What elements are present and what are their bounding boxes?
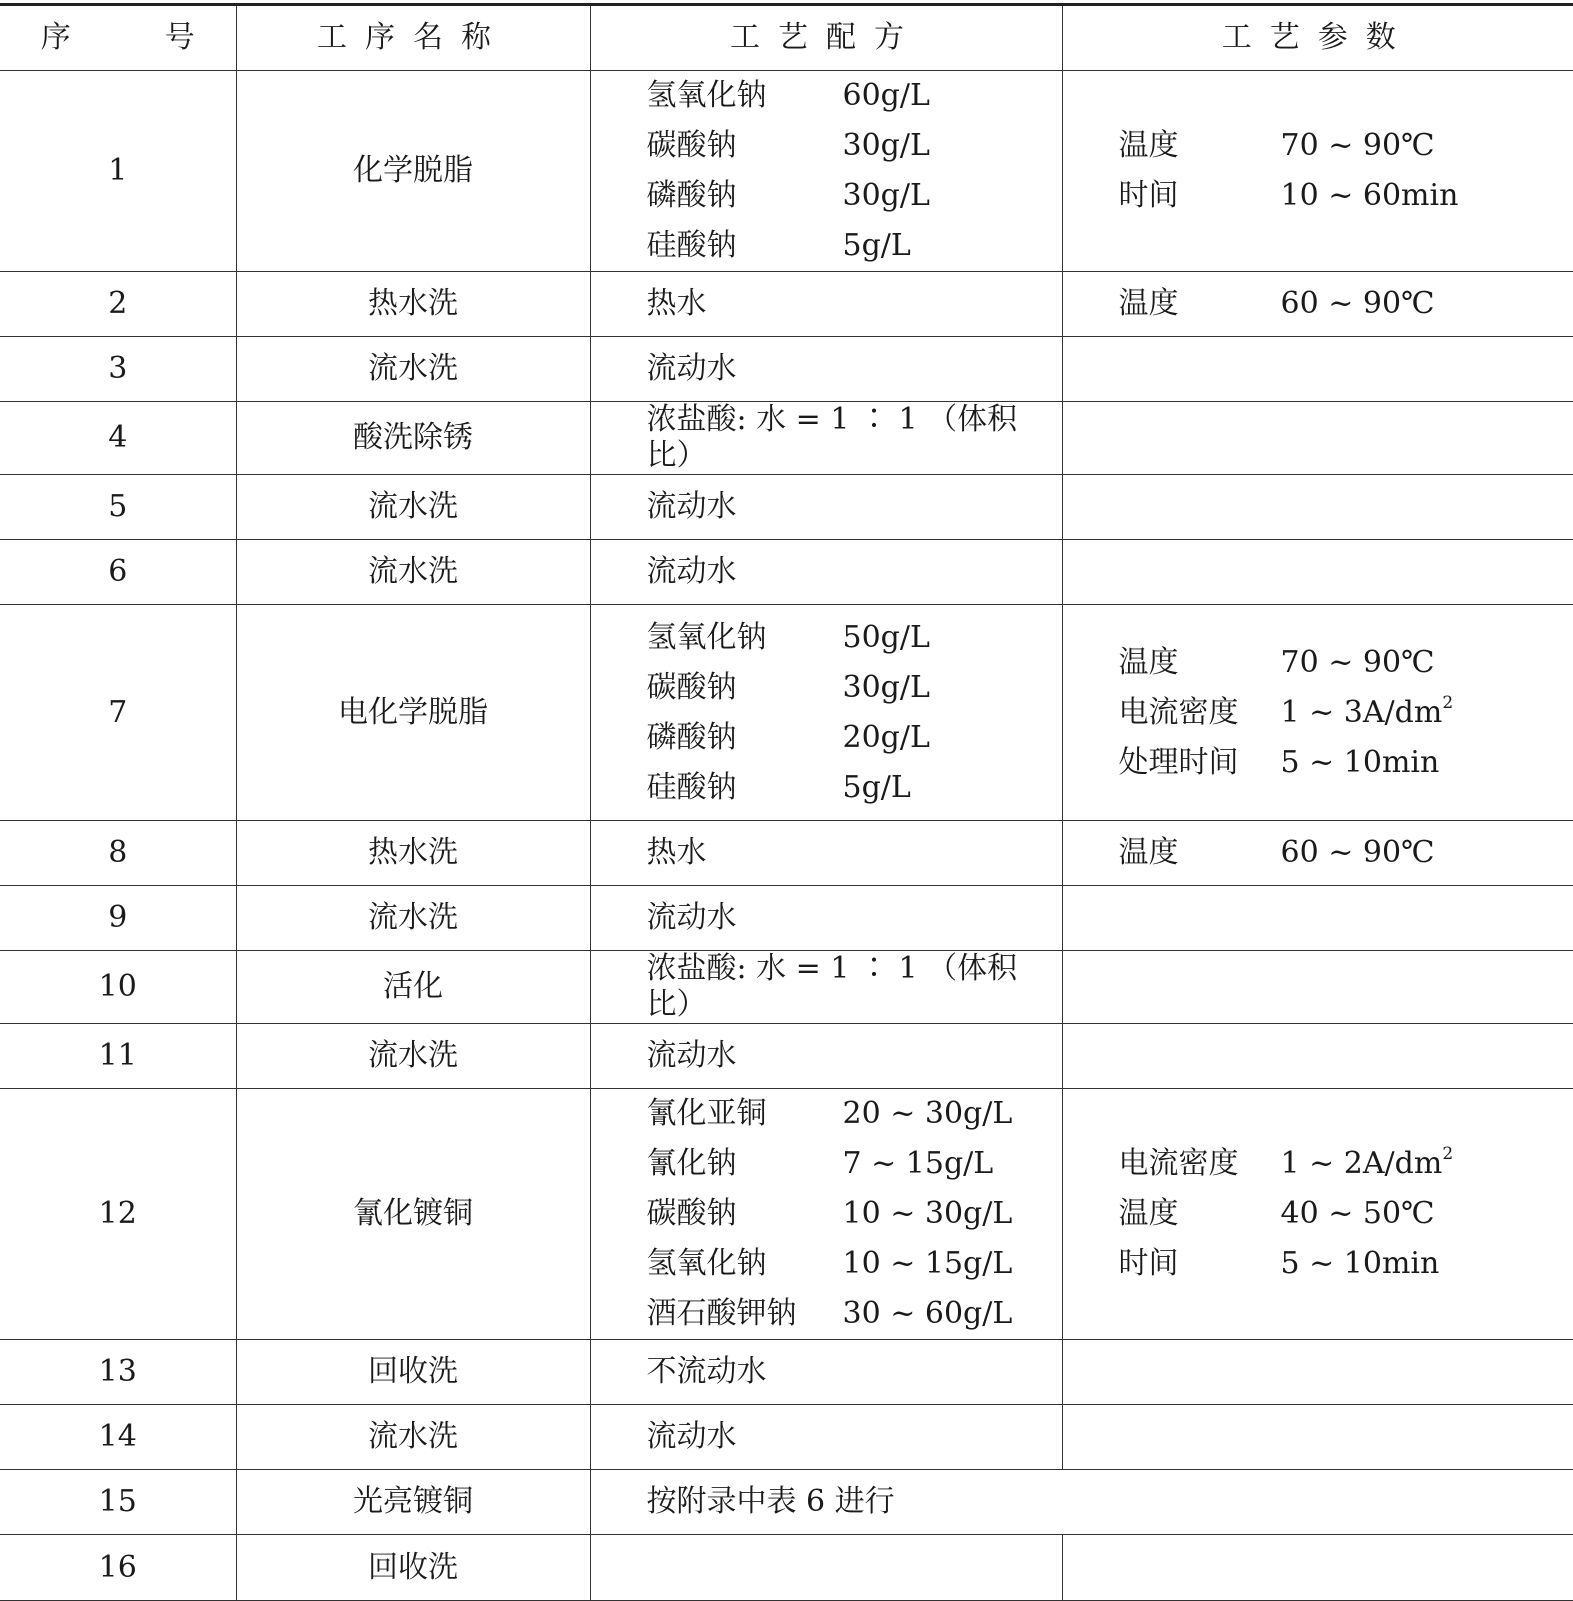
table-row — [0, 821, 1573, 886]
recipe-line — [647, 71, 1062, 121]
params-cell — [1062, 71, 1573, 272]
table-row — [0, 337, 1573, 402]
row-number: 11 — [0, 1024, 236, 1089]
param-value — [1281, 835, 1435, 871]
param-value — [1281, 1246, 1440, 1282]
recipe-line — [647, 1239, 1062, 1289]
header-row — [0, 5, 1573, 71]
param-line — [1119, 279, 1573, 329]
row-number: 2 — [0, 272, 236, 337]
recipe-cell: 流动水 — [590, 475, 1062, 540]
process-name: 化学脱脂 — [236, 71, 590, 272]
recipe-cell: 热水 — [590, 821, 1062, 886]
params-cell — [1062, 337, 1573, 402]
param-value-text: 40 ~ 50℃ — [1281, 1196, 1435, 1231]
params-cell — [1062, 540, 1573, 605]
table-row — [0, 402, 1573, 475]
table-row — [0, 1089, 1573, 1340]
param-line — [1119, 1239, 1573, 1289]
param-value — [1281, 1196, 1435, 1232]
param-value — [1281, 1146, 1454, 1182]
header-seq-a: 序 — [41, 20, 71, 56]
param-line — [1119, 1189, 1573, 1239]
param-name: 处理时间 — [1119, 745, 1281, 781]
params-cell — [1062, 1340, 1573, 1405]
param-value-text: 60 ~ 90℃ — [1281, 835, 1435, 870]
table-row — [0, 1470, 1573, 1535]
recipe-amount: 20g/L — [843, 720, 930, 756]
param-value-text: 5 ~ 10min — [1281, 745, 1440, 780]
param-value-text: 1 ~ 2A/dm — [1281, 1146, 1443, 1181]
recipe-component: 氢氧化钠 — [647, 1246, 843, 1282]
table-row — [0, 540, 1573, 605]
recipe-line — [647, 1189, 1062, 1239]
recipe-cell — [590, 605, 1062, 821]
process-name: 活化 — [236, 951, 590, 1024]
table-row — [0, 886, 1573, 951]
recipe-amount: 20 ~ 30g/L — [843, 1096, 1013, 1132]
param-value-text: 70 ~ 90℃ — [1281, 645, 1435, 680]
recipe-amount: 5g/L — [843, 228, 911, 264]
recipe-amount: 10 ~ 30g/L — [843, 1196, 1013, 1232]
param-value-text: 10 ~ 60min — [1281, 178, 1459, 213]
header-recipe: 工艺配方 — [590, 5, 1062, 71]
recipe-component: 磷酸钠 — [647, 178, 843, 214]
param-line — [1119, 121, 1573, 171]
process-name: 流水洗 — [236, 540, 590, 605]
table-row — [0, 951, 1573, 1024]
recipe-component: 硅酸钠 — [647, 770, 843, 806]
recipe-line — [647, 613, 1062, 663]
params-cell — [1062, 475, 1573, 540]
table-row — [0, 272, 1573, 337]
recipe-line — [647, 221, 1062, 271]
process-name: 氰化镀铜 — [236, 1089, 590, 1340]
row-number: 14 — [0, 1405, 236, 1470]
process-name: 流水洗 — [236, 1405, 590, 1470]
param-name: 时间 — [1119, 178, 1281, 214]
recipe-cell: 热水 — [590, 272, 1062, 337]
process-name: 光亮镀铜 — [236, 1470, 590, 1535]
recipe-cell — [590, 71, 1062, 272]
param-value-superscript: 2 — [1442, 1144, 1453, 1164]
row-number: 15 — [0, 1470, 236, 1535]
recipe-component: 氢氧化钠 — [647, 620, 843, 656]
row-number: 1 — [0, 71, 236, 272]
params-cell — [1062, 1535, 1573, 1601]
row-number: 7 — [0, 605, 236, 821]
process-name: 流水洗 — [236, 337, 590, 402]
recipe-amount: 5g/L — [843, 770, 911, 806]
recipe-cell: 浓盐酸: 水 = 1 ∶ 1 （体积比） — [590, 951, 1062, 1024]
recipe-component: 碳酸钠 — [647, 670, 843, 706]
recipe-line — [647, 663, 1062, 713]
param-line — [1119, 738, 1573, 788]
header-params: 工艺参数 — [1062, 5, 1573, 71]
recipe-cell: 流动水 — [590, 1405, 1062, 1470]
recipe-component: 氰化钠 — [647, 1146, 843, 1182]
recipe-component: 氰化亚铜 — [647, 1096, 843, 1132]
params-cell — [1062, 402, 1573, 475]
param-line — [1119, 171, 1573, 221]
param-name: 时间 — [1119, 1246, 1281, 1282]
param-name: 温度 — [1119, 835, 1281, 871]
row-number: 3 — [0, 337, 236, 402]
recipe-component: 碳酸钠 — [647, 128, 843, 164]
recipe-component: 氢氧化钠 — [647, 78, 843, 114]
recipe-cell: 流动水 — [590, 540, 1062, 605]
process-name: 回收洗 — [236, 1340, 590, 1405]
process-name: 流水洗 — [236, 475, 590, 540]
row-number: 12 — [0, 1089, 236, 1340]
table-row — [0, 71, 1573, 272]
param-name: 温度 — [1119, 128, 1281, 164]
process-name: 酸洗除锈 — [236, 402, 590, 475]
row-number: 4 — [0, 402, 236, 475]
recipe-amount: 7 ~ 15g/L — [843, 1146, 994, 1182]
recipe-component: 磷酸钠 — [647, 720, 843, 756]
recipe-cell: 流动水 — [590, 886, 1062, 951]
recipe-cell: 不流动水 — [590, 1340, 1062, 1405]
process-name: 流水洗 — [236, 886, 590, 951]
param-value — [1281, 286, 1435, 322]
params-cell — [1062, 821, 1573, 886]
table-row — [0, 605, 1573, 821]
param-name: 电流密度 — [1119, 1146, 1281, 1182]
param-value-text: 5 ~ 10min — [1281, 1246, 1440, 1281]
table-row — [0, 1535, 1573, 1601]
recipe-component: 硅酸钠 — [647, 228, 843, 264]
params-cell — [1062, 1405, 1573, 1470]
header-name: 工序名称 — [236, 5, 590, 71]
recipe-amount: 30g/L — [843, 670, 930, 706]
param-value-text: 60 ~ 90℃ — [1281, 286, 1435, 321]
params-cell — [1062, 272, 1573, 337]
process-name: 热水洗 — [236, 821, 590, 886]
row-number: 6 — [0, 540, 236, 605]
param-name: 温度 — [1119, 286, 1281, 322]
param-value — [1281, 645, 1435, 681]
table-row — [0, 1405, 1573, 1470]
recipe-line — [647, 713, 1062, 763]
params-cell — [1062, 605, 1573, 821]
recipe-amount: 30g/L — [843, 128, 930, 164]
recipe-line — [647, 763, 1062, 813]
recipe-span-cell: 按附录中表 6 进行 — [590, 1470, 1573, 1535]
header-seq-b: 号 — [165, 20, 195, 56]
params-cell — [1062, 1024, 1573, 1089]
row-number: 8 — [0, 821, 236, 886]
param-line — [1119, 688, 1573, 738]
recipe-component: 酒石酸钾钠 — [647, 1296, 843, 1332]
table-row — [0, 475, 1573, 540]
recipe-cell — [590, 1089, 1062, 1340]
recipe-cell — [590, 1535, 1062, 1601]
table-row — [0, 1340, 1573, 1405]
param-value — [1281, 695, 1454, 731]
row-number: 5 — [0, 475, 236, 540]
process-name: 电化学脱脂 — [236, 605, 590, 821]
recipe-cell: 流动水 — [590, 337, 1062, 402]
param-line — [1119, 1139, 1573, 1189]
recipe-line — [647, 121, 1062, 171]
row-number: 10 — [0, 951, 236, 1024]
param-name: 电流密度 — [1119, 695, 1281, 731]
row-number: 16 — [0, 1535, 236, 1601]
param-value-text: 70 ~ 90℃ — [1281, 128, 1435, 163]
param-name: 温度 — [1119, 1196, 1281, 1232]
recipe-cell: 流动水 — [590, 1024, 1062, 1089]
param-value-superscript: 2 — [1442, 693, 1453, 713]
param-value-text: 1 ~ 3A/dm — [1281, 695, 1443, 730]
process-name: 回收洗 — [236, 1535, 590, 1601]
recipe-amount: 30 ~ 60g/L — [843, 1296, 1013, 1332]
recipe-component: 碳酸钠 — [647, 1196, 843, 1232]
recipe-line — [647, 1089, 1062, 1139]
table-row — [0, 1024, 1573, 1089]
params-cell — [1062, 886, 1573, 951]
recipe-amount: 30g/L — [843, 178, 930, 214]
param-name: 温度 — [1119, 645, 1281, 681]
param-line — [1119, 828, 1573, 878]
process-table — [0, 3, 1573, 1601]
recipe-line — [647, 171, 1062, 221]
recipe-line — [647, 1139, 1062, 1189]
header-seq — [0, 5, 236, 71]
params-cell — [1062, 1089, 1573, 1340]
process-name: 热水洗 — [236, 272, 590, 337]
recipe-line — [647, 1289, 1062, 1339]
param-value — [1281, 128, 1435, 164]
row-number: 13 — [0, 1340, 236, 1405]
recipe-cell: 浓盐酸: 水 = 1 ∶ 1 （体积比） — [590, 402, 1062, 475]
recipe-amount: 10 ~ 15g/L — [843, 1246, 1013, 1282]
param-value — [1281, 745, 1440, 781]
row-number: 9 — [0, 886, 236, 951]
recipe-amount: 50g/L — [843, 620, 930, 656]
param-line — [1119, 638, 1573, 688]
recipe-amount: 60g/L — [843, 78, 930, 114]
process-name: 流水洗 — [236, 1024, 590, 1089]
param-value — [1281, 178, 1459, 214]
params-cell — [1062, 951, 1573, 1024]
